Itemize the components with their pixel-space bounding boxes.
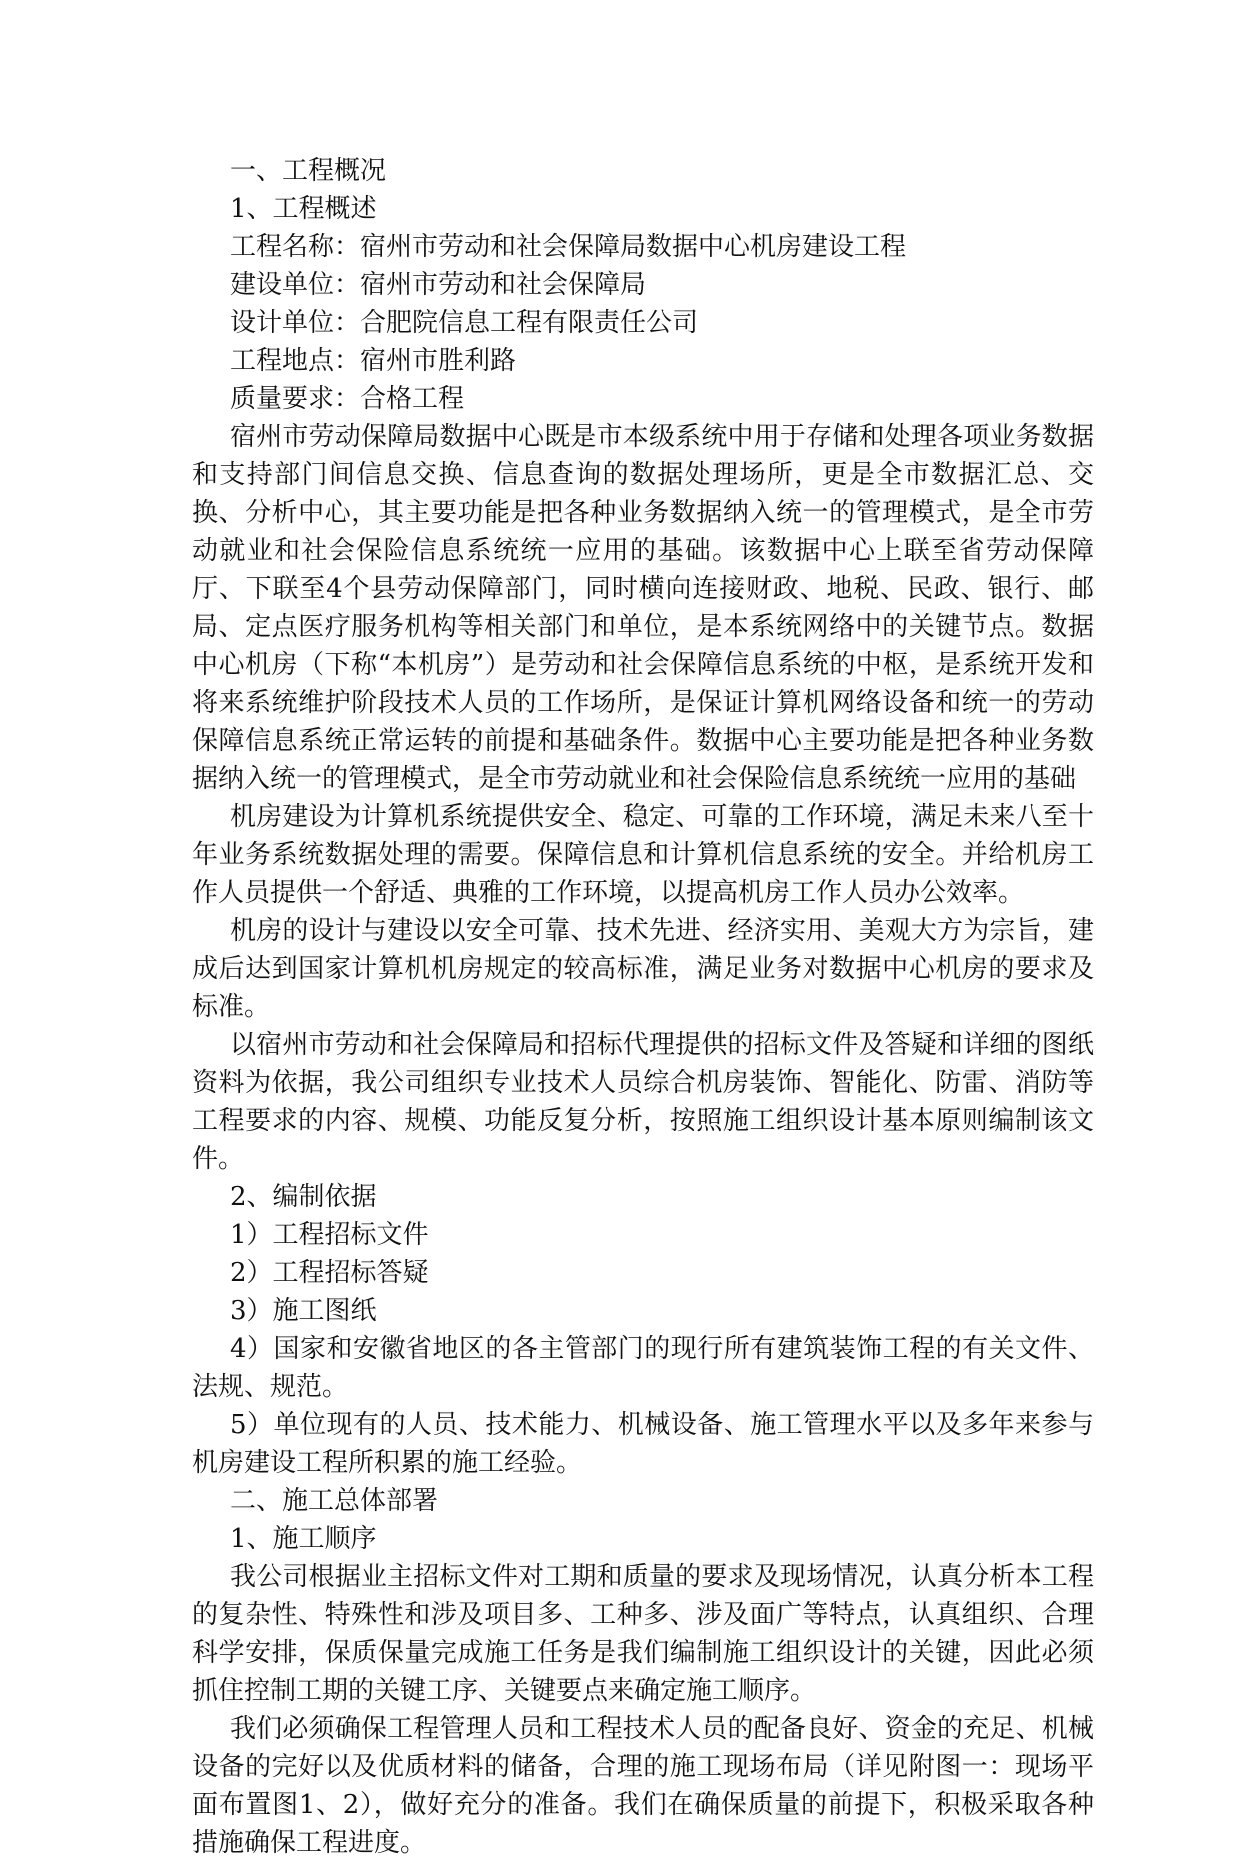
subsection-1-2-title: 2、编制依据 [230,1182,377,1212]
project-name: 工程名称：宿州市劳动和社会保障局数据中心机房建设工程 [230,232,907,262]
document-page [192,152,1094,1862]
overview-paragraph-2: 机房建设为计算机系统提供安全、稳定、可靠的工作环境，满足未来八至十年业务系统数据处理的需要。保障信息和计算机信息系统的安全。并给机房工作人员提供一个舒适、典雅的工作环境，以提高机房工作人员办公效率。 [192,802,1094,908]
deployment-paragraph-1: 我公司根据业主招标文件对工期和质量的要求及现场情况，认真分析本工程的复杂性、特殊性和涉及项目多、工种多、涉及面广等特点，认真组织、合理科学安排，保质保量完成施工任务是我们编制施工组织设计的关键，因此必须抓住控制工期的关键工序、关键要点来确定施工顺序。 [192,1562,1094,1706]
project-location: 工程地点：宿州市胜利路 [230,346,517,376]
subsection-1-1-title: 1、工程概述 [230,194,377,224]
overview-paragraph-1: 宿州市劳动保障局数据中心既是市本级系统中用于存储和处理各项业务数据和支持部门间信息交换、信息查询的数据处理场所，更是全市数据汇总、交换、分析中心，其主要功能是把各种业务数据纳入统一的管理模式，是全市劳动就业和社会保险信息系统统一应用的基础。该数据中心上联至省劳动保障厅、下联至4个县劳动保障部门，同时横向连接财政、地税、民政、银行、邮局、定点医疗服务机构等相关部门和单位，是本系统网络中的关键节点。数据中心机房（下称“本机房”）是劳动和社会保障信息系统的中枢，是系统开发和将来系统维护阶段技术人员的工作场所，是保证计算机网络设备和统一的劳动保障信息系统正常运转的前提和基础条件。数据中心主要功能是把各种业务数据纳入统一的管理模式，是全市劳动就业和社会保险信息系统统一应用的基础 [192,422,1094,794]
basis-item-1: 1）工程招标文件 [230,1220,429,1250]
overview-paragraph-3: 机房的设计与建设以安全可靠、技术先进、经济实用、美观大方为宗旨，建成后达到国家计算机机房规定的较高标准，满足业务对数据中心机房的要求及标准。 [192,916,1094,1022]
section-1-title: 一、工程概况 [230,156,387,186]
deployment-paragraph-2: 我们必须确保工程管理人员和工程技术人员的配备良好、资金的充足、机械设备的完好以及优质材料的储备，合理的施工现场布局（详见附图一：现场平面布置图1、2），做好充分的准备。我们在确保质量的前提下，积极采取各种措施确保工程进度。 [192,1714,1094,1858]
basis-item-5: 5）单位现有的人员、技术能力、机械设备、施工管理水平以及多年来参与机房建设工程所积累的施工经验。 [192,1410,1094,1478]
section-2-title: 二、施工总体部署 [230,1486,439,1516]
basis-item-2: 2）工程招标答疑 [230,1258,429,1288]
basis-item-3: 3）施工图纸 [230,1296,377,1326]
design-unit: 设计单位：合肥院信息工程有限责任公司 [230,308,699,338]
overview-paragraph-4: 以宿州市劳动和社会保障局和招标代理提供的招标文件及答疑和详细的图纸资料为依据，我公司组织专业技术人员综合机房装饰、智能化、防雷、消防等工程要求的内容、规模、功能反复分析，按照施工组织设计基本原则编制该文件。 [192,1030,1094,1174]
subsection-2-1-title: 1、施工顺序 [230,1524,377,1554]
quality-requirement: 质量要求：合格工程 [230,384,465,414]
builder-unit: 建设单位：宿州市劳动和社会保障局 [230,270,647,300]
basis-item-4: 4）国家和安徽省地区的各主管部门的现行所有建筑装饰工程的有关文件、法规、规范。 [192,1334,1094,1402]
